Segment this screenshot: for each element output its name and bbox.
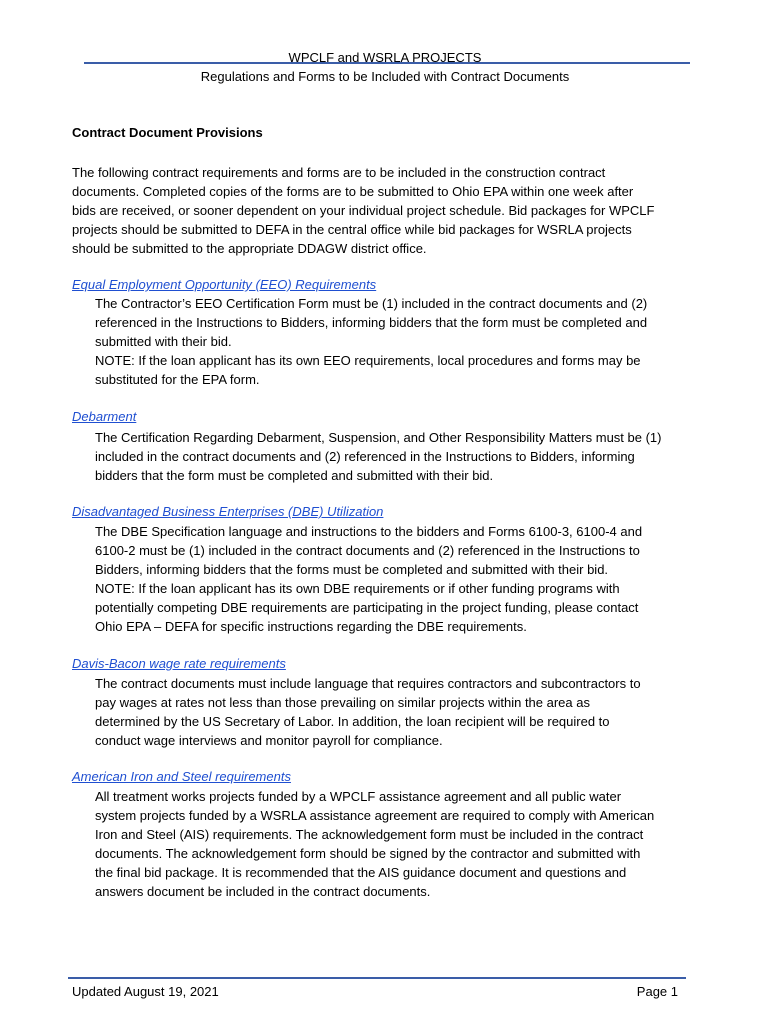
section-body-davis-bacon [95,674,695,750]
body-line: The Contractor’s EEO Certification Form must be (1) included in the contract documents and (2) [95,296,648,311]
body-line: answers document be included in the contract documents. [95,884,431,899]
body-line: The DBE Specification language and instructions to the bidders and Forms 6100-3, 6100-4 and [95,524,643,539]
intro-line: bids are received, or sooner dependent on your individual project schedule. Bid packages for WPCLF [72,203,655,218]
section-body-debarment [95,428,695,485]
section-link-debarment[interactable]: Debarment [72,409,137,424]
body-line: included in the contract documents and (2) referenced in the Instructions to Bidders, informing [95,449,635,464]
body-line: The Certification Regarding Debarment, Suspension, and Other Responsibility Matters must be (1) [95,430,662,445]
body-line: system projects funded by a WSRLA assistance agreement are required to comply with American [95,808,655,823]
section-link-dbe[interactable]: Disadvantaged Business Enterprises (DBE) Utilization [72,504,384,519]
intro-line: The following contract requirements and forms are to be included in the construction contract [72,165,606,180]
body-line: The contract documents must include language that requires contractors and subcontractors to [95,676,641,691]
body-line: submitted with their bid. [95,334,232,349]
body-line: Bidders, informing bidders that the forms must be completed and submitted with their bid. [95,562,609,577]
body-line: Iron and Steel (AIS) requirements. The acknowledgement form must be included in the contract [95,827,644,842]
header-subtitle: Regulations and Forms to be Included with Contract Documents [200,69,570,84]
body-line: bidders that the form must be completed and submitted with their bid. [95,468,494,483]
section-body-ais [95,787,695,901]
section-link-ais[interactable]: American Iron and Steel requirements [72,769,291,784]
section-heading: Contract Document Provisions [72,125,263,140]
body-line: referenced in the Instructions to Bidders, informing bidders that the form must be completed and [95,315,648,330]
intro-line: documents. Completed copies of the forms are to be submitted to Ohio EPA within one week after [72,184,634,199]
section-link-eeo[interactable]: Equal Employment Opportunity (EEO) Requirements [72,277,377,292]
header-divider [84,62,690,64]
body-line: the final bid package. It is recommended that the AIS guidance document and questions and [95,865,627,880]
body-line: All treatment works projects funded by a WPCLF assistance agreement and all public water [95,789,622,804]
body-line: substituted for the EPA form. [95,372,260,387]
header-title: WPCLF and WSRLA PROJECTS [288,50,482,65]
section-body-dbe [95,522,695,636]
footer-divider [68,977,686,979]
intro-line: should be submitted to the appropriate DDAGW district office. [72,241,427,256]
body-line: potentially competing DBE requirements are participating in the project funding, please contact [95,600,639,615]
footer-page-number: Page 1 [636,984,678,999]
section-link-davis-bacon[interactable]: Davis-Bacon wage rate requirements [72,656,286,671]
body-line: NOTE: If the loan applicant has its own DBE requirements or if other funding programs with [95,581,620,596]
footer-updated-date: Updated August 19, 2021 [72,984,219,999]
body-line: conduct wage interviews and monitor payroll for compliance. [95,733,443,748]
body-line: determined by the US Secretary of Labor. In addition, the loan recipient will be required to [95,714,610,729]
body-line: Ohio EPA – DEFA for specific instructions regarding the DBE requirements. [95,619,527,634]
section-body-eeo [95,294,695,389]
body-line: 6100-2 must be (1) included in the contract documents and (2) referenced in the Instructions to [95,543,640,558]
body-line: documents. The acknowledgement form should be signed by the contractor and submitted with [95,846,641,861]
body-line: NOTE: If the loan applicant has its own EEO requirements, local procedures and forms may be [95,353,641,368]
body-line: pay wages at rates not less than those prevailing on similar projects within the area as [95,695,590,710]
intro-paragraph [72,163,672,258]
intro-line: projects should be submitted to DEFA in the central office while bid packages for WSRLA projects [72,222,632,237]
